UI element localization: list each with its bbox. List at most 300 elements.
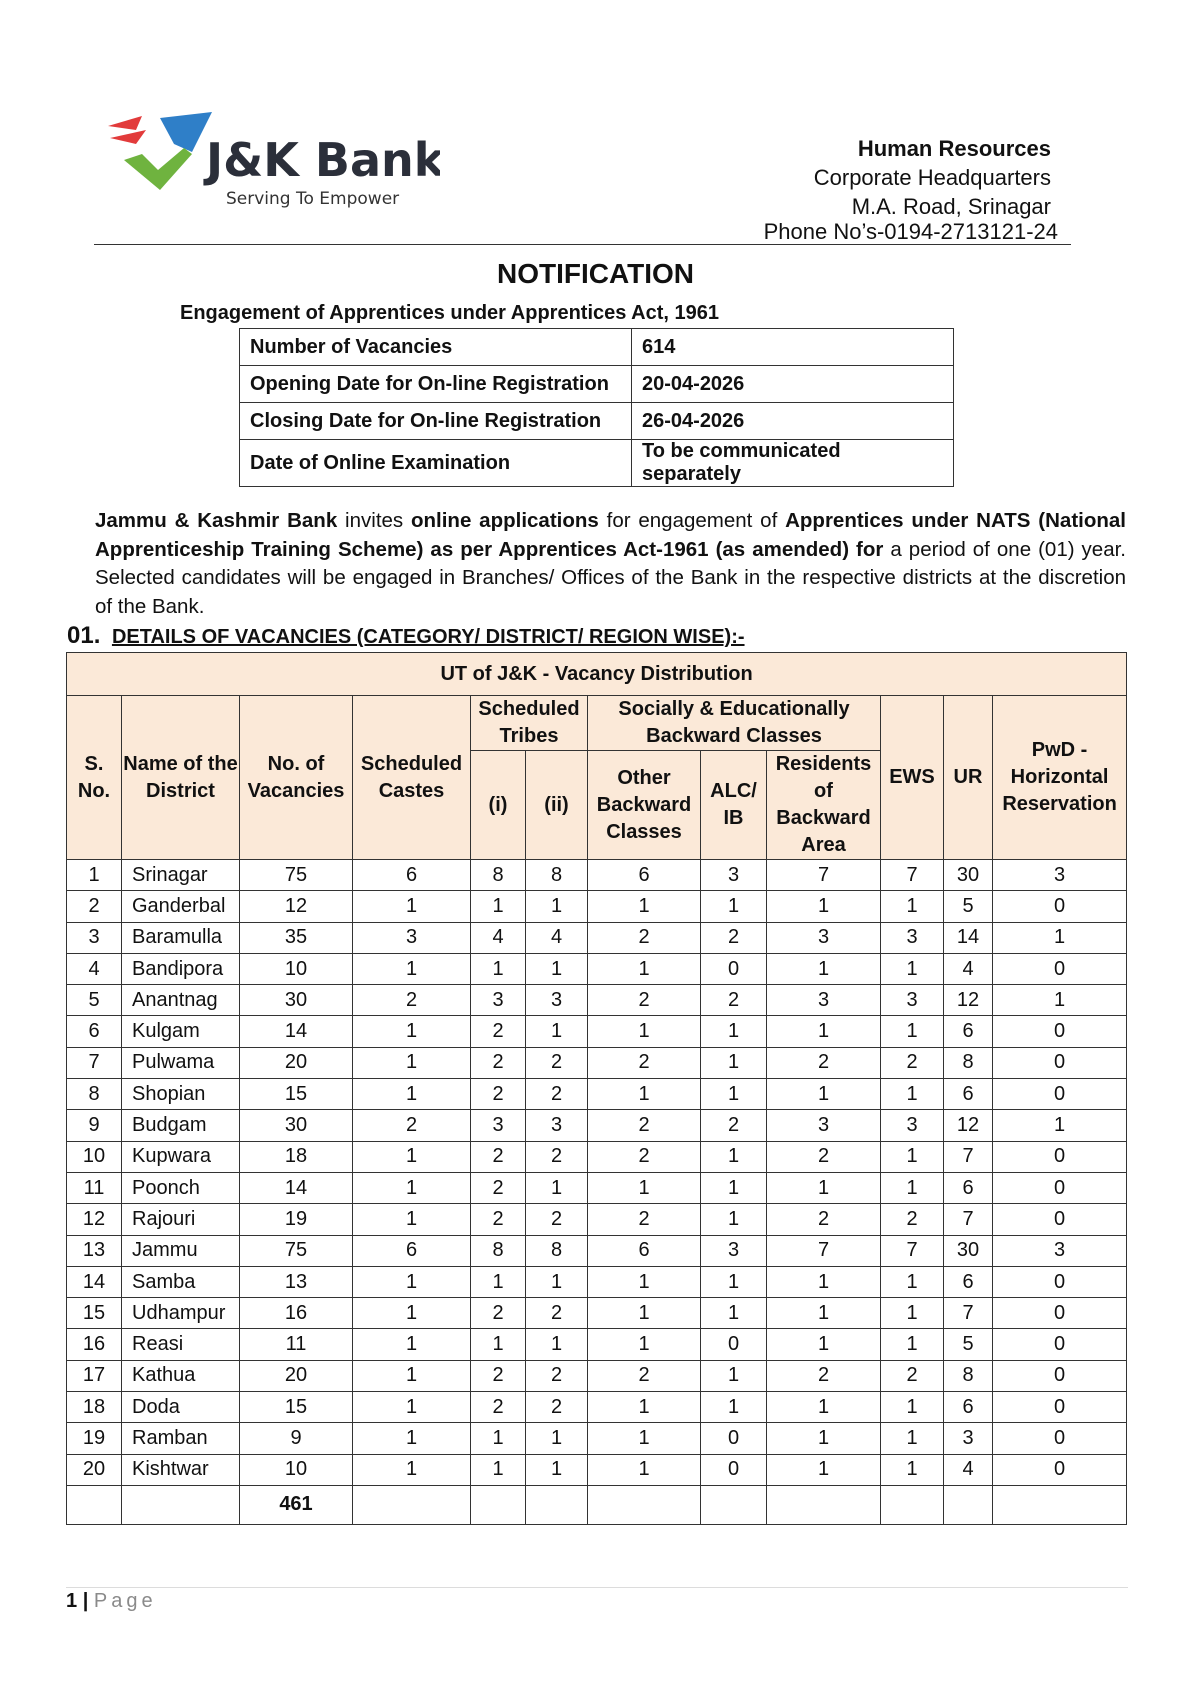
- cell-pwd: 0: [993, 1016, 1127, 1047]
- table-row: [67, 1047, 1127, 1078]
- cell-district: Kulgam: [122, 1016, 240, 1047]
- cell-vacancies: 75: [240, 1235, 353, 1266]
- cell-obc: 1: [588, 1079, 701, 1110]
- table-row: [67, 1141, 1127, 1172]
- cell-alc: 1: [701, 1047, 767, 1078]
- cell-sc: 1: [353, 1392, 471, 1423]
- cell-vacancies: 75: [240, 860, 353, 891]
- cell-district: Baramulla: [122, 922, 240, 953]
- cell-st-i: 2: [471, 1360, 526, 1391]
- cell-pwd: 0: [993, 1329, 1127, 1360]
- cell-vacancies: 30: [240, 1110, 353, 1141]
- cell-sc: 1: [353, 1454, 471, 1485]
- cell-st-i: 2: [471, 1016, 526, 1047]
- cell-vacancies: 14: [240, 1016, 353, 1047]
- cell-rba: 1: [767, 1079, 881, 1110]
- hr-address-block: [814, 134, 1051, 221]
- cell-obc: 2: [588, 922, 701, 953]
- col-header-sc: Scheduled Castes: [353, 696, 471, 860]
- cell-sc: 2: [353, 985, 471, 1016]
- cell-rba: 1: [767, 1016, 881, 1047]
- cell-ur: 5: [944, 1329, 993, 1360]
- total-row: [67, 1485, 1127, 1524]
- info-label: Date of Online Examination: [240, 440, 632, 487]
- cell-st-ii: 1: [526, 1423, 588, 1454]
- cell-ews: 2: [881, 1047, 944, 1078]
- cell-ews: 1: [881, 953, 944, 984]
- cell-obc: 1: [588, 891, 701, 922]
- cell-rba: 3: [767, 1110, 881, 1141]
- cell-ews: 7: [881, 860, 944, 891]
- cell-sc: 1: [353, 1172, 471, 1203]
- table-row: [67, 985, 1127, 1016]
- cell-st-i: 2: [471, 1079, 526, 1110]
- cell-rba: 3: [767, 922, 881, 953]
- cell-ews: 1: [881, 1329, 944, 1360]
- cell-sno: 20: [67, 1454, 122, 1485]
- cell-obc: 1: [588, 1329, 701, 1360]
- cell-ews: 2: [881, 1360, 944, 1391]
- cell-st-ii: 2: [526, 1298, 588, 1329]
- bank-logo: [100, 108, 440, 216]
- cell-st-i: 8: [471, 860, 526, 891]
- cell-st-ii: 4: [526, 922, 588, 953]
- cell-st-ii: 2: [526, 1141, 588, 1172]
- cell-alc: 1: [701, 1392, 767, 1423]
- cell-sc: 1: [353, 1266, 471, 1297]
- cell-ur: 14: [944, 922, 993, 953]
- cell-sno: 14: [67, 1266, 122, 1297]
- cell-st-i: 2: [471, 1298, 526, 1329]
- cell-st-i: 1: [471, 953, 526, 984]
- info-label: Opening Date for On-line Registration: [240, 366, 632, 403]
- cell-st-i: 4: [471, 922, 526, 953]
- cell-obc: 2: [588, 1110, 701, 1141]
- cell-st-ii: 2: [526, 1392, 588, 1423]
- cell-pwd: 0: [993, 1079, 1127, 1110]
- table-row: [67, 1204, 1127, 1235]
- info-value: 614: [632, 329, 954, 366]
- total-empty-cell: [993, 1485, 1127, 1524]
- cell-ur: 6: [944, 1266, 993, 1297]
- cell-sc: 1: [353, 1329, 471, 1360]
- cell-sno: 12: [67, 1204, 122, 1235]
- cell-st-ii: 2: [526, 1047, 588, 1078]
- footer-divider: [66, 1587, 1128, 1588]
- cell-sno: 17: [67, 1360, 122, 1391]
- cell-rba: 1: [767, 1454, 881, 1485]
- info-value: To be communicated separately: [632, 440, 954, 487]
- intro-text: invites: [337, 509, 411, 532]
- cell-ews: 3: [881, 985, 944, 1016]
- cell-pwd: 1: [993, 985, 1127, 1016]
- cell-vacancies: 14: [240, 1172, 353, 1203]
- col-header-st-ii: (ii): [526, 751, 588, 860]
- cell-vacancies: 35: [240, 922, 353, 953]
- cell-ews: 1: [881, 1423, 944, 1454]
- cell-obc: 1: [588, 1266, 701, 1297]
- cell-rba: 2: [767, 1204, 881, 1235]
- col-header-ur: UR: [944, 696, 993, 860]
- logo-red-swoosh: [108, 116, 146, 144]
- table-row: [67, 1016, 1127, 1047]
- cell-district: Pulwama: [122, 1047, 240, 1078]
- cell-obc: 1: [588, 1298, 701, 1329]
- cell-st-ii: 2: [526, 1079, 588, 1110]
- key-dates-table: [239, 328, 954, 487]
- cell-obc: 2: [588, 1360, 701, 1391]
- cell-ur: 8: [944, 1360, 993, 1391]
- total-empty-cell: [881, 1485, 944, 1524]
- cell-sc: 1: [353, 891, 471, 922]
- cell-district: Budgam: [122, 1110, 240, 1141]
- cell-rba: 1: [767, 1329, 881, 1360]
- cell-sno: 7: [67, 1047, 122, 1078]
- cell-alc: 2: [701, 985, 767, 1016]
- cell-pwd: 1: [993, 1110, 1127, 1141]
- cell-alc: 3: [701, 1235, 767, 1266]
- cell-district: Rajouri: [122, 1204, 240, 1235]
- cell-ur: 30: [944, 860, 993, 891]
- total-empty-cell: [944, 1485, 993, 1524]
- cell-alc: 0: [701, 1329, 767, 1360]
- cell-ews: 1: [881, 891, 944, 922]
- cell-rba: 1: [767, 891, 881, 922]
- cell-alc: 1: [701, 1298, 767, 1329]
- cell-pwd: 0: [993, 1141, 1127, 1172]
- cell-vacancies: 20: [240, 1360, 353, 1391]
- cell-pwd: 0: [993, 1423, 1127, 1454]
- cell-sno: 9: [67, 1110, 122, 1141]
- cell-alc: 3: [701, 860, 767, 891]
- table-row: [240, 440, 954, 487]
- header-divider: [94, 244, 1071, 245]
- logo-blue-swoosh: [160, 112, 212, 152]
- cell-sno: 6: [67, 1016, 122, 1047]
- cell-st-ii: 1: [526, 1329, 588, 1360]
- cell-ur: 12: [944, 1110, 993, 1141]
- cell-district: Doda: [122, 1392, 240, 1423]
- cell-pwd: 3: [993, 860, 1127, 891]
- table-row: [67, 1454, 1127, 1485]
- cell-ews: 1: [881, 1298, 944, 1329]
- cell-pwd: 0: [993, 1298, 1127, 1329]
- cell-st-ii: 3: [526, 1110, 588, 1141]
- cell-district: Poonch: [122, 1172, 240, 1203]
- table-row: [67, 891, 1127, 922]
- cell-pwd: 0: [993, 891, 1127, 922]
- cell-pwd: 0: [993, 953, 1127, 984]
- address-line-2: M.A. Road, Srinagar: [851, 194, 1051, 219]
- cell-sc: 1: [353, 953, 471, 984]
- cell-district: Ganderbal: [122, 891, 240, 922]
- cell-obc: 2: [588, 985, 701, 1016]
- cell-sno: 15: [67, 1298, 122, 1329]
- cell-ews: 3: [881, 1110, 944, 1141]
- cell-obc: 1: [588, 1172, 701, 1203]
- cell-pwd: 0: [993, 1392, 1127, 1423]
- total-empty-cell: [67, 1485, 122, 1524]
- info-label: Number of Vacancies: [240, 329, 632, 366]
- cell-st-ii: 8: [526, 860, 588, 891]
- cell-pwd: 3: [993, 1235, 1127, 1266]
- cell-district: Ramban: [122, 1423, 240, 1454]
- cell-district: Bandipora: [122, 953, 240, 984]
- cell-sc: 3: [353, 922, 471, 953]
- cell-ur: 6: [944, 1016, 993, 1047]
- cell-pwd: 0: [993, 1047, 1127, 1078]
- cell-vacancies: 20: [240, 1047, 353, 1078]
- cell-sc: 1: [353, 1204, 471, 1235]
- info-label: Closing Date for On-line Registration: [240, 403, 632, 440]
- cell-alc: 1: [701, 891, 767, 922]
- cell-ews: 1: [881, 1141, 944, 1172]
- cell-sno: 2: [67, 891, 122, 922]
- vacancy-distribution-table: [66, 652, 1127, 1525]
- table-row: [67, 1392, 1127, 1423]
- cell-pwd: 0: [993, 1360, 1127, 1391]
- table-row: [67, 860, 1127, 891]
- cell-st-ii: 1: [526, 1016, 588, 1047]
- cell-obc: 1: [588, 1016, 701, 1047]
- cell-ur: 7: [944, 1298, 993, 1329]
- cell-vacancies: 16: [240, 1298, 353, 1329]
- section-title: DETAILS OF VACANCIES (CATEGORY/ DISTRICT/ REGION WISE):-: [111, 626, 745, 648]
- cell-ews: 1: [881, 1016, 944, 1047]
- table-row: [67, 1329, 1127, 1360]
- cell-vacancies: 30: [240, 985, 353, 1016]
- cell-alc: 0: [701, 953, 767, 984]
- cell-vacancies: 18: [240, 1141, 353, 1172]
- cell-sc: 1: [353, 1079, 471, 1110]
- cell-rba: 7: [767, 860, 881, 891]
- cell-pwd: 1: [993, 922, 1127, 953]
- cell-ur: 5: [944, 891, 993, 922]
- cell-obc: 1: [588, 1423, 701, 1454]
- cell-sc: 1: [353, 1016, 471, 1047]
- intro-text: Jammu & Kashmir Bank: [95, 509, 338, 532]
- cell-rba: 1: [767, 1298, 881, 1329]
- cell-alc: 1: [701, 1266, 767, 1297]
- table-row: [67, 1110, 1127, 1141]
- cell-district: Kishtwar: [122, 1454, 240, 1485]
- intro-text: a period of one (01) year. Selected candidates will be engaged in Branches/ Offices of the Bank in the respective districts at the discretion of the Bank.: [95, 537, 1127, 618]
- cell-vacancies: 15: [240, 1079, 353, 1110]
- cell-st-ii: 1: [526, 891, 588, 922]
- total-empty-cell: [767, 1485, 881, 1524]
- cell-ews: 1: [881, 1266, 944, 1297]
- notification-subtitle: Engagement of Apprentices under Apprentices Act, 1961: [180, 302, 720, 324]
- table-row: [67, 1298, 1127, 1329]
- cell-rba: 2: [767, 1047, 881, 1078]
- cell-st-i: 2: [471, 1172, 526, 1203]
- cell-obc: 1: [588, 1454, 701, 1485]
- address-line-1: Corporate Headquarters: [813, 165, 1051, 190]
- cell-sc: 1: [353, 1360, 471, 1391]
- cell-vacancies: 11: [240, 1329, 353, 1360]
- cell-st-ii: 2: [526, 1204, 588, 1235]
- total-empty-cell: [588, 1485, 701, 1524]
- page-label: Page: [93, 1590, 157, 1612]
- cell-district: Anantnag: [122, 985, 240, 1016]
- cell-obc: 2: [588, 1141, 701, 1172]
- cell-st-i: 2: [471, 1141, 526, 1172]
- cell-pwd: 0: [993, 1204, 1127, 1235]
- col-header-vacancies: No. of Vacancies: [240, 696, 353, 860]
- cell-alc: 2: [701, 922, 767, 953]
- info-value: 20-04-2026: [632, 366, 954, 403]
- cell-sno: 1: [67, 860, 122, 891]
- cell-alc: 1: [701, 1172, 767, 1203]
- cell-ur: 30: [944, 1235, 993, 1266]
- intro-paragraph: [95, 507, 1126, 621]
- intro-text: for engagement of: [598, 509, 786, 532]
- cell-st-ii: 1: [526, 1266, 588, 1297]
- cell-sno: 10: [67, 1141, 122, 1172]
- cell-ur: 8: [944, 1047, 993, 1078]
- cell-ur: 6: [944, 1392, 993, 1423]
- cell-vacancies: 13: [240, 1266, 353, 1297]
- table-row: [67, 1423, 1127, 1454]
- cell-rba: 1: [767, 1423, 881, 1454]
- cell-sno: 5: [67, 985, 122, 1016]
- table-row: [67, 1172, 1127, 1203]
- cell-ews: 1: [881, 1079, 944, 1110]
- logo-tagline: Serving To Empower: [226, 189, 400, 209]
- cell-obc: 1: [588, 1392, 701, 1423]
- section-number: 01.: [67, 622, 101, 649]
- vacancy-table-body: [67, 860, 1127, 1486]
- cell-alc: 1: [701, 1360, 767, 1391]
- cell-st-i: 1: [471, 1454, 526, 1485]
- info-value: 26-04-2026: [632, 403, 954, 440]
- cell-sc: 2: [353, 1110, 471, 1141]
- page-footer: [66, 1590, 157, 1613]
- cell-st-ii: 1: [526, 953, 588, 984]
- table-row: [67, 953, 1127, 984]
- cell-ur: 4: [944, 1454, 993, 1485]
- cell-rba: 1: [767, 1172, 881, 1203]
- cell-district: Udhampur: [122, 1298, 240, 1329]
- cell-rba: 2: [767, 1141, 881, 1172]
- cell-ews: 1: [881, 1392, 944, 1423]
- cell-alc: 0: [701, 1423, 767, 1454]
- cell-sno: 11: [67, 1172, 122, 1203]
- total-empty-cell: [353, 1485, 471, 1524]
- cell-sno: 13: [67, 1235, 122, 1266]
- cell-sno: 16: [67, 1329, 122, 1360]
- cell-vacancies: 12: [240, 891, 353, 922]
- cell-rba: 1: [767, 1392, 881, 1423]
- cell-st-ii: 2: [526, 1360, 588, 1391]
- cell-st-ii: 3: [526, 985, 588, 1016]
- cell-sc: 1: [353, 1141, 471, 1172]
- cell-st-i: 1: [471, 1266, 526, 1297]
- table-row: [240, 366, 954, 403]
- cell-rba: 3: [767, 985, 881, 1016]
- phone-number: Phone No’s-0194-2713121-24: [763, 219, 1058, 244]
- cell-st-i: 2: [471, 1204, 526, 1235]
- col-header-st: Scheduled Tribes: [471, 696, 588, 751]
- cell-sno: 8: [67, 1079, 122, 1110]
- cell-ur: 3: [944, 1423, 993, 1454]
- cell-obc: 1: [588, 953, 701, 984]
- col-header-obc: Other Backward Classes: [588, 751, 701, 860]
- table-row: [67, 922, 1127, 953]
- table-row: [67, 1235, 1127, 1266]
- cell-alc: 1: [701, 1016, 767, 1047]
- cell-ur: 12: [944, 985, 993, 1016]
- cell-alc: 0: [701, 1454, 767, 1485]
- page-number: 1: [66, 1590, 78, 1612]
- cell-alc: 1: [701, 1204, 767, 1235]
- page-separator: |: [82, 1590, 89, 1612]
- cell-st-i: 1: [471, 1329, 526, 1360]
- cell-st-ii: 8: [526, 1235, 588, 1266]
- total-empty-cell: [122, 1485, 240, 1524]
- cell-st-i: 8: [471, 1235, 526, 1266]
- total-empty-cell: [526, 1485, 588, 1524]
- cell-district: Shopian: [122, 1079, 240, 1110]
- cell-sc: 6: [353, 1235, 471, 1266]
- total-empty-cell: [471, 1485, 526, 1524]
- cell-rba: 1: [767, 953, 881, 984]
- cell-obc: 6: [588, 1235, 701, 1266]
- col-header-sno: S. No.: [67, 696, 122, 860]
- cell-ews: 2: [881, 1204, 944, 1235]
- table-row: [240, 403, 954, 440]
- cell-obc: 2: [588, 1204, 701, 1235]
- cell-st-ii: 1: [526, 1172, 588, 1203]
- intro-text: Apprentices under NATS (National Apprenticeship Training Scheme) as per Apprentices Act-1961 (as amended) for: [95, 509, 1126, 561]
- cell-st-i: 3: [471, 985, 526, 1016]
- cell-vacancies: 15: [240, 1392, 353, 1423]
- table-row: [67, 1360, 1127, 1391]
- cell-ews: 7: [881, 1235, 944, 1266]
- cell-sc: 1: [353, 1298, 471, 1329]
- cell-pwd: 0: [993, 1266, 1127, 1297]
- col-header-sebc: Socially & Educationally Backward Classes: [588, 696, 881, 751]
- cell-sno: 4: [67, 953, 122, 984]
- col-header-pwd: PwD - Horizontal Reservation: [993, 696, 1127, 860]
- cell-alc: 1: [701, 1141, 767, 1172]
- cell-rba: 7: [767, 1235, 881, 1266]
- department-name: Human Resources: [857, 136, 1051, 161]
- table-caption: UT of J&K - Vacancy Distribution: [67, 653, 1127, 696]
- cell-rba: 2: [767, 1360, 881, 1391]
- cell-district: Samba: [122, 1266, 240, 1297]
- cell-vacancies: 10: [240, 1454, 353, 1485]
- col-header-st-i: (i): [471, 751, 526, 860]
- cell-pwd: 0: [993, 1454, 1127, 1485]
- col-header-rba: Residents of Backward Area: [767, 751, 881, 860]
- cell-vacancies: 9: [240, 1423, 353, 1454]
- total-vacancies: 461: [240, 1485, 353, 1524]
- cell-ur: 6: [944, 1172, 993, 1203]
- cell-ur: 4: [944, 953, 993, 984]
- logo-green-check: [124, 148, 192, 190]
- cell-ews: 1: [881, 1454, 944, 1485]
- cell-st-i: 3: [471, 1110, 526, 1141]
- cell-sc: 1: [353, 1047, 471, 1078]
- intro-text: online applications: [411, 509, 599, 532]
- cell-st-i: 2: [471, 1392, 526, 1423]
- cell-ur: 6: [944, 1079, 993, 1110]
- col-header-district: Name of the District: [122, 696, 240, 860]
- cell-st-i: 2: [471, 1047, 526, 1078]
- cell-rba: 1: [767, 1266, 881, 1297]
- cell-vacancies: 10: [240, 953, 353, 984]
